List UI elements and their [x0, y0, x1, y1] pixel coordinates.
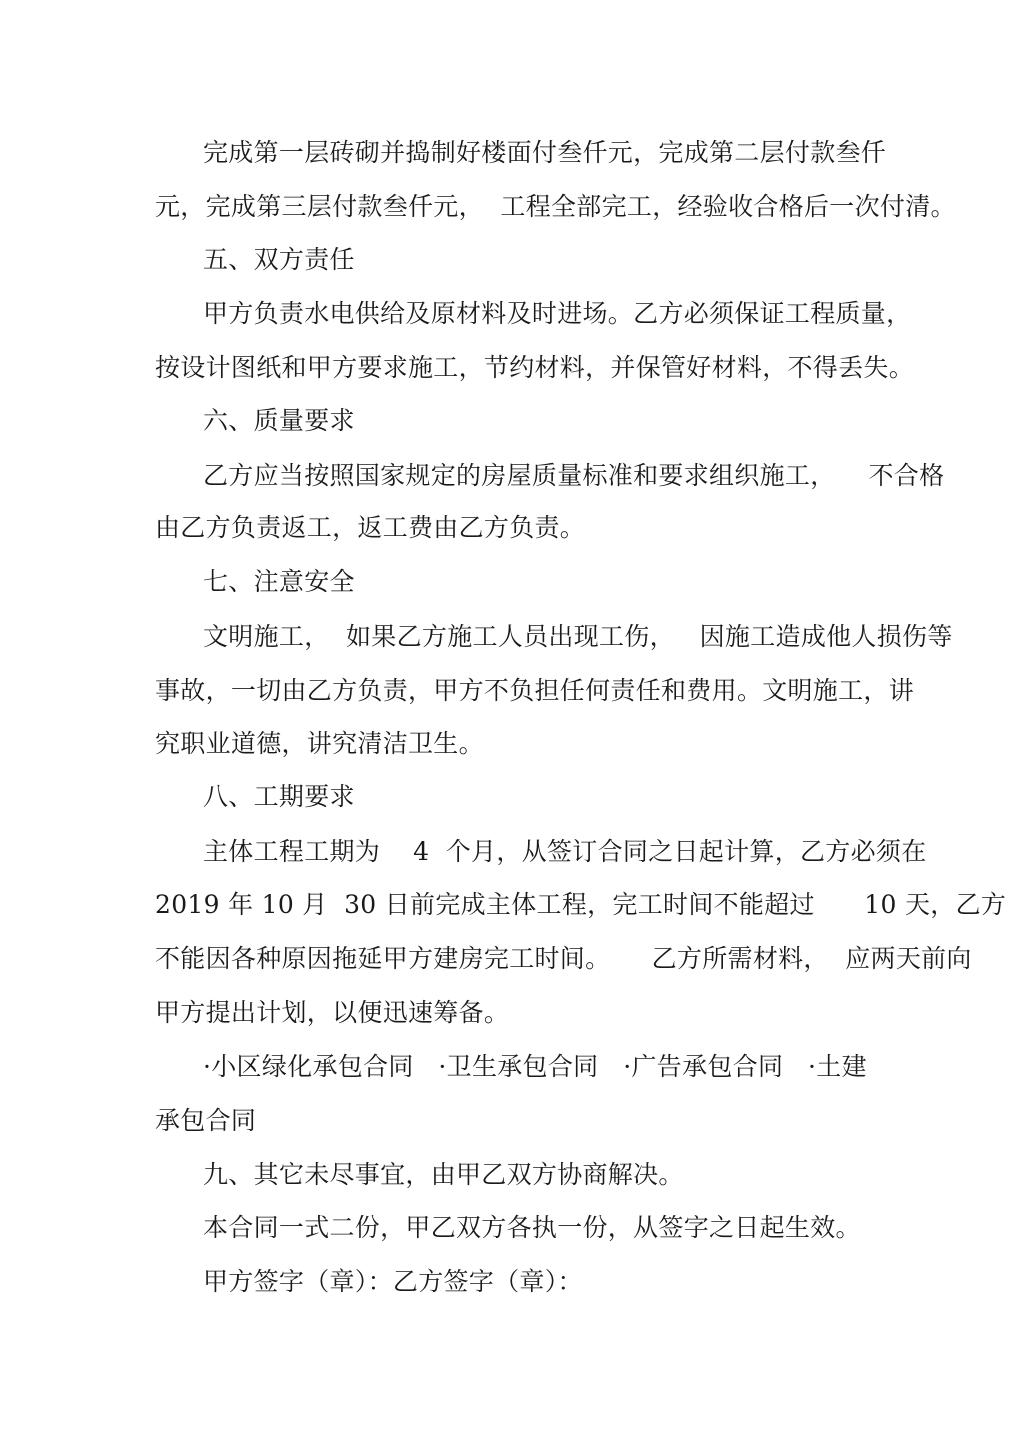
paragraph-line: 元，完成第三层付款叁仟元， 工程全部完工，经验收合格后一次付清。 — [155, 192, 956, 221]
related-links — [203, 1052, 867, 1082]
section-heading: 八、工期要求 — [203, 782, 355, 811]
related-link[interactable]: ·土建 — [808, 1052, 867, 1081]
section-heading: 七、注意安全 — [203, 567, 355, 596]
paragraph-line: 乙方应当按照国家规定的房屋质量标准和要求组织施工， 不合格 — [203, 461, 945, 490]
paragraph-line: 事故，一切由乙方负责，甲方不负担任何责任和费用。文明施工，讲 — [155, 676, 915, 705]
paragraph-line: 甲方负责水电供给及原材料及时进场。乙方必须保证工程质量， — [203, 299, 912, 328]
paragraph-line: 完成第一层砖砌并捣制好楼面付叁仟元，完成第二层付款叁仟 — [203, 138, 887, 167]
paragraph-line: 本合同一式二份，甲乙双方各执一份，从签字之日起生效。 — [203, 1213, 861, 1242]
related-links-wrap — [155, 1106, 256, 1136]
paragraph-line: 不能因各种原因拖延甲方建房完工时间。 乙方所需材料， 应两天前向 — [155, 944, 972, 973]
paragraph-line: 由乙方负责返工，返工费由乙方负责。 — [155, 513, 586, 542]
paragraph-line: 究职业道德，讲究清洁卫生。 — [155, 729, 484, 758]
paragraph-line: 按设计图纸和甲方要求施工，节约材料，并保管好材料，不得丢失。 — [155, 353, 915, 382]
section-heading: 六、质量要求 — [203, 406, 355, 435]
related-link[interactable]: ·卫生承包合同 — [438, 1052, 599, 1081]
related-link[interactable]: 承包合同 — [155, 1106, 257, 1135]
signature-line: 甲方签字（章）：乙方签字（章）： — [203, 1267, 583, 1296]
paragraph-line: 2019 年 10 月 30 日前完成主体工程，完工时间不能超过 10 天，乙方 — [155, 890, 1007, 919]
paragraph-line: 九、其它未尽事宜，由甲乙双方协商解决。 — [203, 1160, 684, 1189]
section-heading: 五、双方责任 — [203, 245, 355, 274]
related-link[interactable]: ·小区绿化承包合同 — [203, 1052, 414, 1081]
paragraph-line: 甲方提出计划，以便迅速筹备。 — [155, 998, 510, 1027]
related-link[interactable]: ·广告承包合同 — [623, 1052, 784, 1081]
paragraph-line: 主体工程工期为 4 个月，从签订合同之日起计算，乙方必须在 — [203, 837, 927, 866]
paragraph-line: 文明施工， 如果乙方施工人员出现工伤， 因施工造成他人损伤等 — [203, 622, 953, 651]
